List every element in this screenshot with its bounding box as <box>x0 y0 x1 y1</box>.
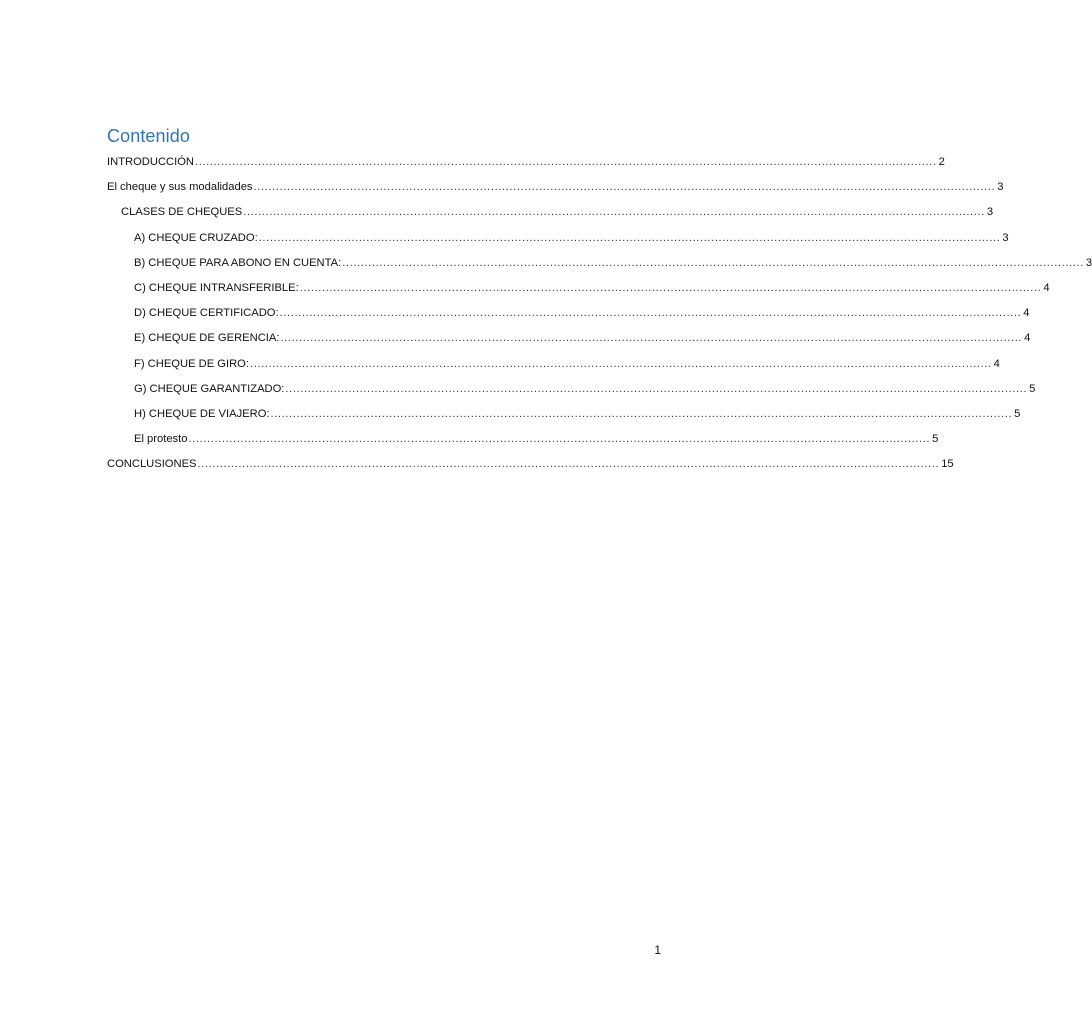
toc-entry-el-cheque[interactable] <box>107 175 1004 200</box>
toc-dot-leader: ........................................................................................................................................................................................................ <box>270 407 1013 420</box>
toc-entry-label: CONCLUSIONES <box>107 458 197 471</box>
toc-entry-label: El protesto <box>134 433 188 446</box>
toc-entry-page: 2 <box>938 156 945 168</box>
toc-entry-cheque-cruzado[interactable] <box>107 226 1009 251</box>
toc-entry-page: 3 <box>1085 256 1092 269</box>
table-of-contents <box>107 150 1092 477</box>
toc-dot-leader: ........................................................................................................................................................................................................ <box>280 332 1023 345</box>
toc-entry-label: H) CHEQUE DE VIAJERO: <box>134 407 270 420</box>
toc-dot-leader: ........................................................................................................................................................................................................ <box>279 307 1022 320</box>
toc-entry-page: 5 <box>1014 407 1021 420</box>
toc-entry-cheque-garantizado[interactable] <box>107 377 1036 402</box>
toc-entry-clases-de-cheques[interactable] <box>107 200 994 225</box>
toc-dot-leader: ........................................................................................................................................................................................................ <box>253 181 996 194</box>
toc-entry-page: 5 <box>932 433 939 446</box>
toc-dot-leader: ........................................................................................................................................................................................................ <box>188 433 931 446</box>
toc-entry-cheque-de-viajero[interactable] <box>107 402 1021 427</box>
page-number: 1 <box>654 943 661 957</box>
toc-entry-cheque-de-giro[interactable] <box>107 352 1000 377</box>
toc-entry-page: 3 <box>997 181 1004 194</box>
toc-entry-label: C) CHEQUE INTRANSFERIBLE: <box>134 281 299 294</box>
toc-heading: Contenido <box>107 126 190 146</box>
toc-entry-cheque-intransferible[interactable] <box>107 276 1050 301</box>
toc-entry-cheque-abono-en-cuenta[interactable] <box>107 251 1092 276</box>
toc-entry-cheque-certificado[interactable] <box>107 301 1030 326</box>
toc-dot-leader: ........................................................................................................................................................................................................ <box>342 256 1084 269</box>
toc-dot-leader: ........................................................................................................................................................................................................ <box>299 281 1042 294</box>
toc-entry-cheque-de-gerencia[interactable] <box>107 326 1031 351</box>
toc-dot-leader: ........................................................................................................................................................................................................ <box>243 206 985 219</box>
toc-dot-leader: ........................................................................................................................................................................................................ <box>195 156 937 168</box>
toc-entry-conclusiones[interactable] <box>107 452 954 477</box>
toc-entry-label: CLASES DE CHEQUES <box>121 206 243 219</box>
toc-entry-label: INTRODUCCIÓN <box>107 156 195 168</box>
toc-dot-leader: ........................................................................................................................................................................................................ <box>250 357 992 370</box>
toc-dot-leader: ........................................................................................................................................................................................................ <box>285 382 1028 395</box>
toc-entry-page: 4 <box>993 357 1000 370</box>
toc-dot-leader: ........................................................................................................................................................................................................ <box>197 458 940 471</box>
toc-entry-page: 4 <box>1043 281 1050 294</box>
toc-entry-page: 4 <box>1023 307 1030 320</box>
toc-entry-label: B) CHEQUE PARA ABONO EN CUENTA: <box>134 256 342 269</box>
toc-dot-leader: ........................................................................................................................................................................................................ <box>258 231 1001 244</box>
toc-entry-page: 15 <box>941 458 954 471</box>
toc-entry-label: F) CHEQUE DE GIRO: <box>134 357 249 370</box>
toc-entry-introduccion[interactable] <box>107 150 945 175</box>
toc-entry-label: E) CHEQUE DE GERENCIA: <box>134 332 280 345</box>
toc-entry-label: D) CHEQUE CERTIFICADO: <box>134 307 279 320</box>
toc-entry-label: G) CHEQUE GARANTIZADO: <box>134 382 285 395</box>
toc-entry-page: 3 <box>986 206 994 219</box>
toc-entry-page: 5 <box>1029 382 1036 395</box>
toc-entry-page: 4 <box>1024 332 1031 345</box>
toc-entry-el-protesto[interactable] <box>107 427 939 452</box>
toc-entry-label: A) CHEQUE CRUZADO: <box>134 231 258 244</box>
toc-entry-page: 3 <box>1002 231 1009 244</box>
toc-entry-label: El cheque y sus modalidades <box>107 181 253 194</box>
